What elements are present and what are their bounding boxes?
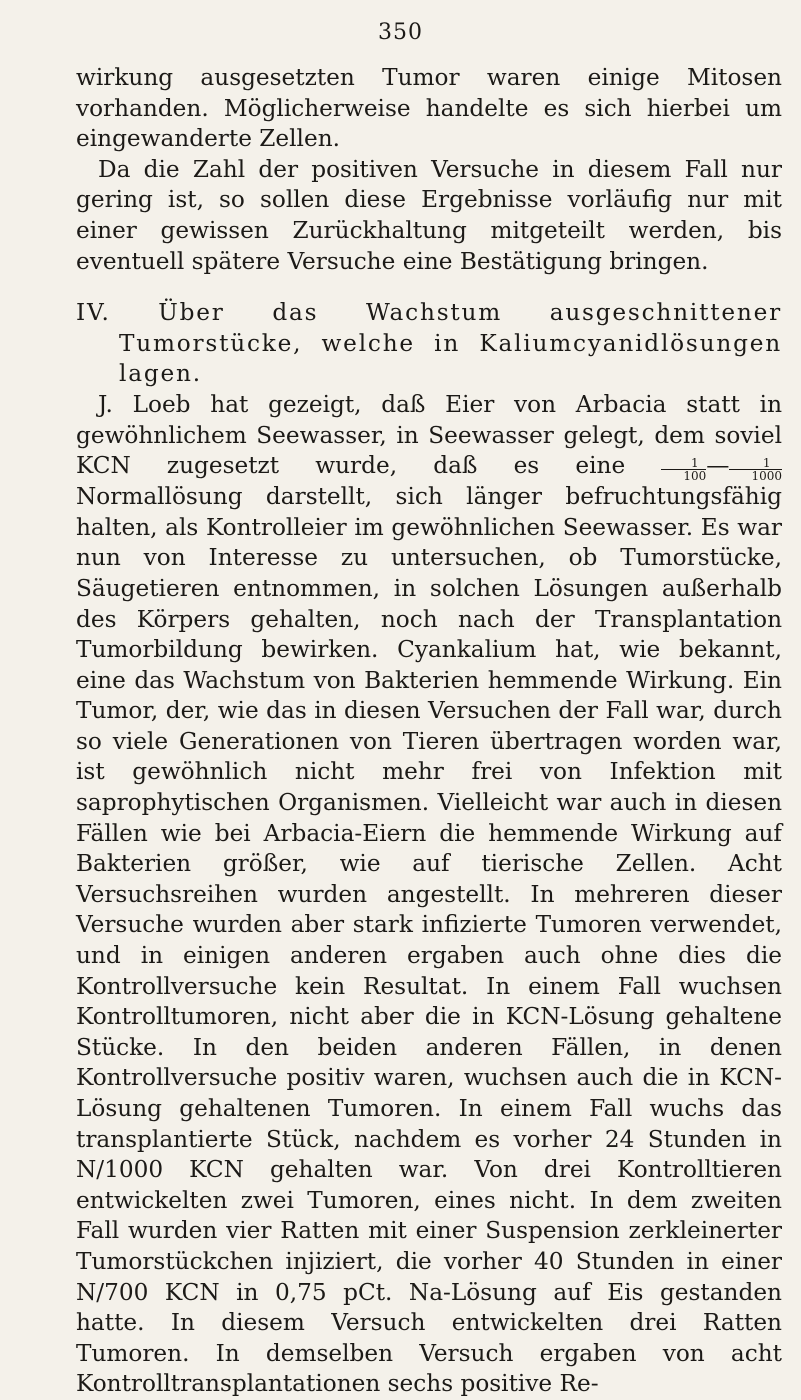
fraction-2-denominator: 1000 [751, 469, 782, 484]
main-text-start: J. Loeb hat gezeigt, daß Eier von Arbacia statt in gewöhnlichem Seewasser, in Seewasser gelegt, dem soviel KCN zugesetzt wurde, daß es eine [76, 390, 782, 480]
fraction-dash: — [706, 452, 730, 480]
fraction-one-hundredth [661, 457, 706, 482]
paragraph-main [76, 390, 782, 1400]
paragraph-caution: Da die Zahl der positiven Versuche in diesem Fall nur gering ist, so sollen diese Ergebnisse vorläufig nur mit einer gewissen Zurückhaltung mitgeteilt werden, bis eventuell spätere Versuche eine Bestätigung bringen. [76, 155, 782, 275]
page-number: 350 [378, 20, 423, 45]
fraction-1-denominator: 100 [683, 469, 707, 484]
fraction-2-numerator: 1 [729, 457, 782, 470]
section-gap [76, 277, 782, 298]
section-heading: IV. Über das Wachstum ausgeschnittener Tumorstücke, welche in Kaliumcyanidlösungen lagen. [76, 299, 782, 388]
fraction-1-numerator: 1 [661, 457, 706, 470]
fraction-one-thousandth [729, 457, 782, 482]
body-text [76, 63, 782, 1400]
paragraph-continuation: wirkung ausgesetzten Tumor waren einige Mitosen vorhanden. Möglicherweise handelte es sich hierbei um eingewanderte Zellen. [76, 64, 782, 153]
main-text-rest: Normallösung darstellt, sich länger befruchtungsfähig halten, als Kontrolleier im gewöhnlichen Seewasser. Es war nun von Interesse zu untersuchen, ob Tumorstücke, Säugetieren entnommen, in solchen Lösungen außerhalb des Körpers gehalten, noch nach der Transplantation Tumorbildung bewirken. Cyankalium hat, wie bekannt, eine das Wachstum von Bakterien hemmende Wirkung. Ein Tumor, der, wie das in diesen Versuchen der Fall war, durch so viele Generationen von Tieren übertragen worden war, ist gewöhnlich nicht mehr frei von Infektion mit saprophytischen Organismen. Vielleicht war auch in diesen Fällen wie bei Arbacia-Eiern die hemmende Wirkung auf Bakterien größer, wie auf tierische Zellen. Acht Versuchsreihen wurden angestellt. In mehreren dieser Versuche wurden aber stark infizierte Tumoren verwendet, und in einigen anderen ergaben auch ohne dies die Kontrollversuche kein Resultat. In einem Fall wuchsen Kontrolltumoren, nicht aber die in KCN-Lösung gehaltene Stücke. In den beiden anderen Fällen, in denen Kontrollversuche positiv waren, wuchsen auch die in KCN-Lösung gehaltenen Tumoren. In einem Fall wuchs das transplantierte Stück, nachdem es vorher 24 Stunden in N/1000 KCN gehalten war. Von drei Kontrolltieren entwickelten zwei Tumoren, eines nicht. In dem zweiten Fall wurden vier Ratten mit einer Suspension zerkleinerter Tumorstückchen injiziert, die vorher 40 Stunden in einer N/700 KCN in 0,75 pCt. Na-Lösung auf Eis gestanden hatte. In diesem Versuch entwickelten drei Ratten Tumoren. In demselben Versuch ergaben von acht Kontrolltransplantationen sechs positive Re- [76, 483, 782, 1398]
